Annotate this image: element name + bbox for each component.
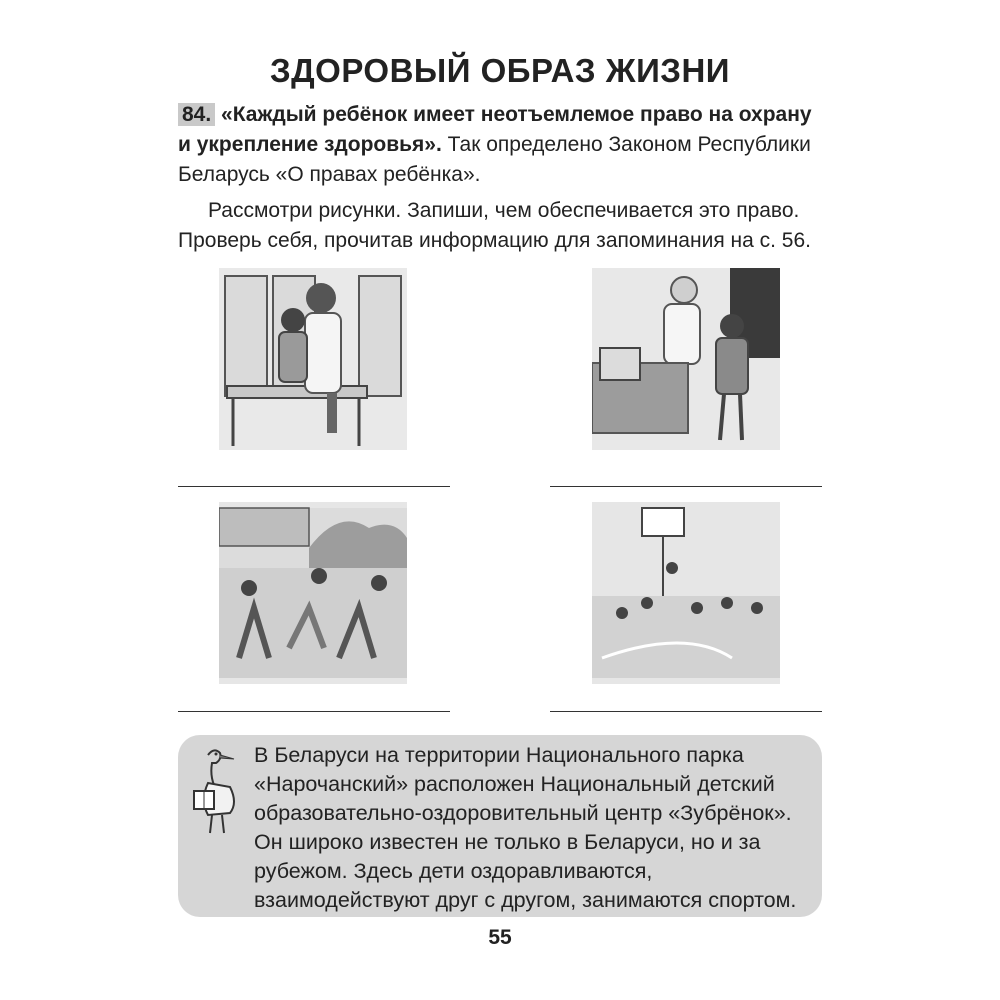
morning-exercise-illustration [219, 502, 407, 684]
vaccination-illustration [592, 268, 780, 450]
answer-line-2[interactable] [550, 486, 822, 487]
exercise-quote: «Каждый ребёнок имеет неотъемлемое право на охрану и укрепление здоровья». [178, 103, 812, 156]
doctor-exam-illustration [219, 268, 407, 450]
info-box [178, 735, 822, 917]
answer-line-3[interactable] [178, 711, 450, 712]
exercise-instruction: Рассмотри рисунки. Запиши, чем обеспечивается это право. Проверь себя, прочитав информацию для запоминания на с. 56. [178, 199, 811, 252]
exercise-text: Так определено Законом Республики Беларусь «О правах ребёнка». [178, 133, 811, 186]
exercise-number: 84. [178, 103, 215, 126]
page-number: 55 [488, 926, 512, 949]
info-box-text: В Беларуси на территории Национального парка «Нарочанский» расположен Национальный детский образовательно-оздоровительный центр «Зубрёнок». Он широко известен не только в Беларуси, но и за рубежом. Здесь дети оздоравливаются, взаимодействуют друг с другом, занимаются спортом. [254, 743, 797, 912]
stork-reading-icon [186, 745, 244, 837]
page-title: ЗДОРОВЫЙ ОБРАЗ ЖИЗНИ [269, 52, 731, 89]
basketball-illustration [592, 502, 780, 684]
exercise-statement [178, 100, 823, 190]
answer-line-4[interactable] [550, 711, 822, 712]
answer-line-1[interactable] [178, 486, 450, 487]
